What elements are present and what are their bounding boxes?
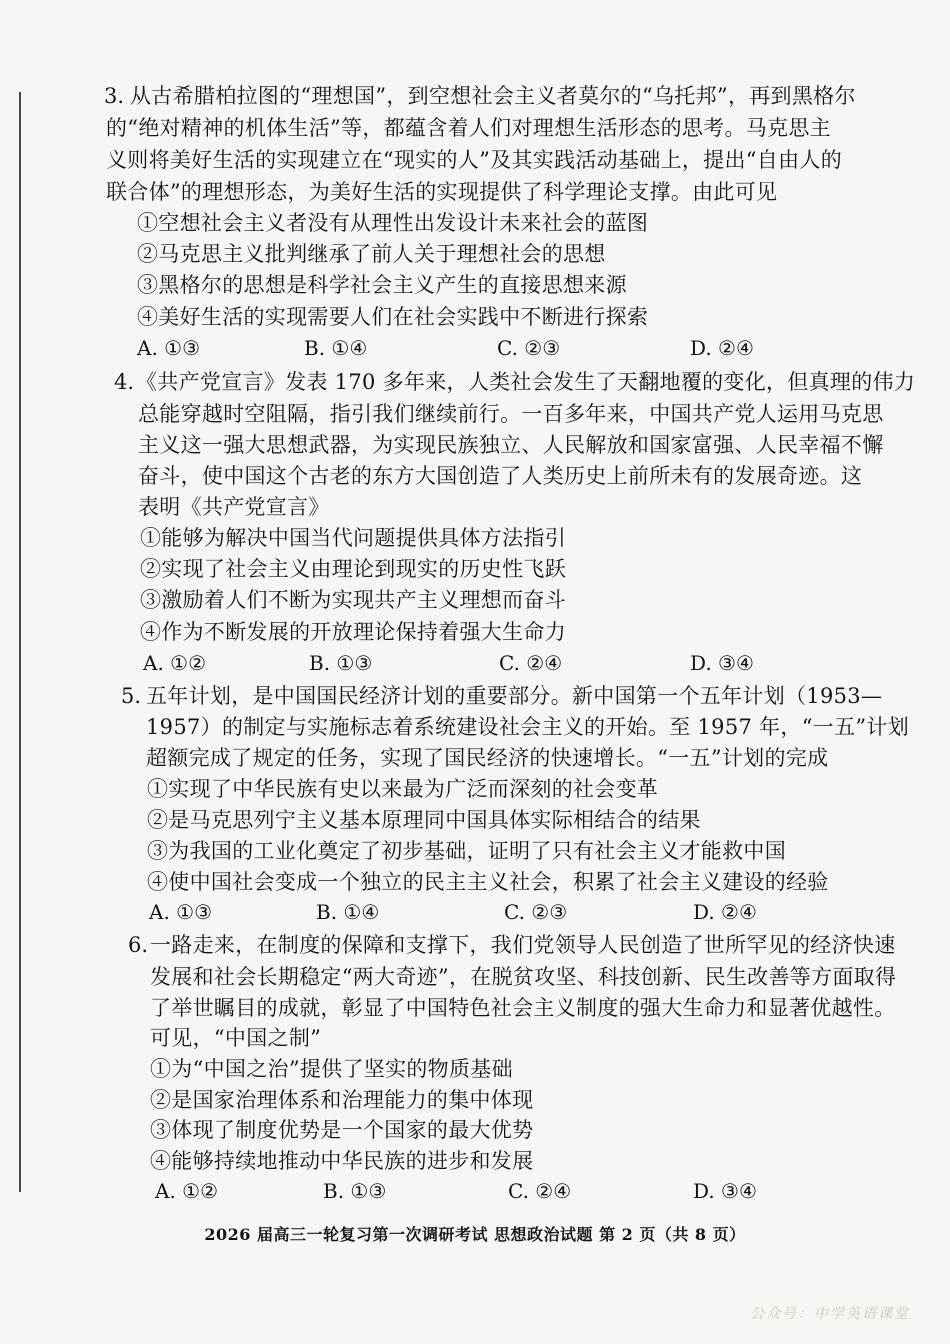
answer-choice-b: B. ①④ <box>316 900 380 924</box>
answer-choice-a: A. ①③ <box>149 900 213 924</box>
option-item: ③黑格尔的思想是科学社会主义产生的直接思想来源 <box>137 273 627 297</box>
answer-choice-a: A. ①② <box>143 651 207 675</box>
option-item: ①空想社会主义者没有从理性出发设计未来社会的蓝图 <box>137 211 649 235</box>
watermark-text: 公众号：中学英语课堂 <box>750 1306 910 1322</box>
margin-rule <box>19 92 21 1192</box>
answer-choice-d: D. ②④ <box>690 336 754 360</box>
answer-choice-c: C. ②④ <box>508 1179 572 1203</box>
answer-choice-c: C. ②③ <box>504 900 568 924</box>
option-item: ②马克思主义批判继承了前人关于理想社会的思想 <box>137 242 606 266</box>
question-stem-line: 总能穿越时空阻隔，指引我们继续前行。一百多年来，中国共产党人运用马克思 <box>138 402 884 426</box>
question-stem-line: 表明《共产党宣言》 <box>138 495 330 519</box>
question-stem-line: 发展和社会长期稳定“两大奇迹”，在脱贫攻坚、科技创新、民生改善等方面取得 <box>150 965 897 989</box>
question-stem-line: 义则将美好生活的实现建立在“现实的人”及其实践活动基础上，提出“自由人的 <box>106 148 843 172</box>
answer-choice-a: A. ①③ <box>137 336 201 360</box>
option-item: ③为我国的工业化奠定了初步基础，证明了只有社会主义才能救中国 <box>147 839 786 863</box>
question-stem-line: 超额完成了规定的任务，实现了国民经济的快速增长。“一五”计划的完成 <box>146 746 829 770</box>
question-stem-line: 1957）的制定与实施标志着系统建设社会主义的开始。至 1957 年，“一五”计划 <box>146 715 910 739</box>
answer-choice-d: D. ③④ <box>693 1179 757 1203</box>
question-stem-line: 了举世瞩目的成就，彰显了中国特色社会主义制度的强大生命力和显著优越性。 <box>150 996 896 1020</box>
answer-choice-d: D. ③④ <box>690 651 754 675</box>
answer-choice-c: C. ②④ <box>499 651 563 675</box>
option-item: ③体现了制度优势是一个国家的最大优势 <box>150 1118 534 1142</box>
question-stem-line: 奋斗，使中国这个古老的东方大国创造了人类历史上前所未有的发展奇迹。这 <box>138 464 863 488</box>
question-stem-line: 可见，“中国之制” <box>150 1026 322 1050</box>
question-stem-line: 主义这一强大思想武器，为实现民族独立、人民解放和国家富强、人民幸福不懈 <box>138 433 884 457</box>
option-item: ①为“中国之治”提供了坚实的物质基础 <box>150 1057 513 1081</box>
option-item: ②是马克思列宁主义基本原理同中国具体实际相结合的结果 <box>147 808 701 832</box>
answer-choice-c: C. ②③ <box>497 336 561 360</box>
answer-choice-b: B. ①③ <box>323 1179 387 1203</box>
option-item: ②是国家治理体系和治理能力的集中体现 <box>150 1088 534 1112</box>
page-footer: 2026 届高三一轮复习第一次调研考试 思想政治试题 第 2 页（共 8 页） <box>204 1225 746 1244</box>
answer-choice-b: B. ①④ <box>304 336 368 360</box>
question-stem-line: 《共产党宣言》发表 170 多年来，人类社会发生了天翻地覆的变化，但真理的伟力 <box>136 370 916 394</box>
option-item: ④能够持续地推动中华民族的进步和发展 <box>150 1149 534 1173</box>
option-item: ②实现了社会主义由理论到现实的历史性飞跃 <box>140 557 566 581</box>
question-stem-line: 的“绝对精神的机体生活”等，都蕴含着人们对理想生活形态的思考。马克思主 <box>106 116 831 140</box>
question-number: 3. <box>104 84 125 108</box>
answer-choice-d: D. ②④ <box>693 900 757 924</box>
option-item: ④使中国社会变成一个独立的民主主义社会，积累了社会主义建设的经验 <box>147 870 829 894</box>
option-item: ③激励着人们不断为实现共产主义理想而奋斗 <box>140 588 566 612</box>
question-stem-line: 一路走来，在制度的保障和支撑下，我们党领导人民创造了世所罕见的经济快速 <box>150 933 896 957</box>
option-item: ④作为不断发展的开放理论保持着强大生命力 <box>140 620 566 644</box>
question-stem-line: 联合体”的理想形态，为美好生活的实现提供了科学理论支撑。由此可见 <box>106 180 778 204</box>
question-number: 5. <box>121 684 142 708</box>
option-item: ①实现了中华民族有史以来最为广泛而深刻的社会变革 <box>147 777 659 801</box>
option-item: ④美好生活的实现需要人们在社会实践中不断进行探索 <box>137 305 649 329</box>
question-number: 6. <box>128 933 149 957</box>
question-number: 4. <box>114 370 135 394</box>
answer-choice-b: B. ①③ <box>309 651 373 675</box>
option-item: ①能够为解决中国当代问题提供具体方法指引 <box>140 526 566 550</box>
answer-choice-a: A. ①② <box>155 1179 219 1203</box>
question-stem-line: 五年计划，是中国国民经济计划的重要部分。新中国第一个五年计划（1953— <box>146 684 883 708</box>
question-stem-line: 从古希腊柏拉图的“理想国”，到空想社会主义者莫尔的“乌托邦”，再到黑格尔 <box>130 84 856 108</box>
